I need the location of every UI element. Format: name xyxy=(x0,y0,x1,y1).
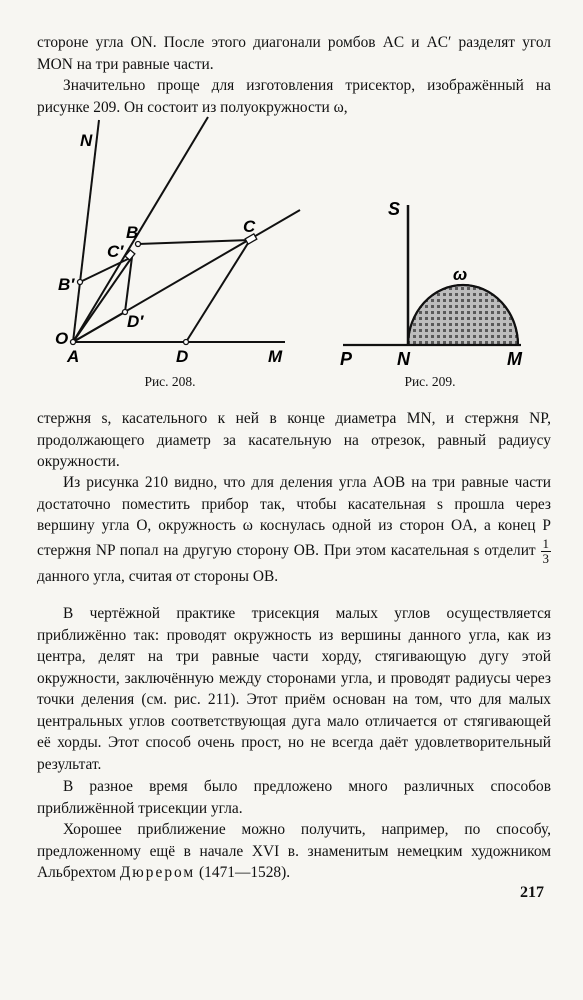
label-D-prime: D′ xyxy=(127,312,144,331)
paragraph-1: стороне угла ON. После этого диагонали ромбов AC и AC′ разделят угол MON на три равные части. xyxy=(37,34,551,73)
line-BC xyxy=(138,240,250,244)
paragraph-4-text: Из рисунка 210 видно, что для деления угла AOB на три равные части достаточно поместить прибор так, чтобы касательная s прошла через вершину угла O, окружность ω коснулась одной из сторон OA, а конец P стержня NP попал на другую сторону OB. При этом касательная s отделит xyxy=(37,474,551,559)
figure-209 xyxy=(335,185,545,375)
label-B: B xyxy=(126,223,139,242)
fraction-one-third xyxy=(541,537,552,566)
author-name-spaced: Дюрером xyxy=(119,864,196,881)
paragraph-7 xyxy=(37,819,551,884)
label-C-prime: C′ xyxy=(107,242,124,261)
line-OB xyxy=(73,117,208,342)
paragraph-5: В чертёжной практике трисекция малых углов осуществляется приближённо так: проводят окружность из вершины данного угла, как из центра, делят на три равные части хорду, стягивающую дугу этой окружности, заключённую между сторонами угла, и проводят радиусы через точки деления (см. рис. 211). Этот приём основан на том, что для малых центральных углов соответствующая дуга мало отличается от стягивающей её хорды. Этот способ очень прост, но не всегда даёт удовлетворительный результат. xyxy=(37,605,551,773)
paragraph-4-end: данного угла, считая от стороны OB. xyxy=(37,567,279,585)
label-M: M xyxy=(268,347,283,366)
paragraph-3: стержня s, касательного к ней в конце диаметра MN, и стержня NP, продолжающего диаметр за касательную на отрезок, равный радиусу окружности. xyxy=(37,410,551,470)
paragraph-7-text: Хорошее приближение можно получить, например, по способу, предложенному ещё в начале XVI в. знаменитым немецким художником Альбрехтом xyxy=(37,821,551,881)
label-N: N xyxy=(80,131,93,150)
caption-fig-208: Рис. 208. xyxy=(144,374,196,389)
label-P: P xyxy=(340,349,353,369)
label-A: A xyxy=(67,347,80,366)
label-O: O xyxy=(55,329,69,348)
paragraph-4 xyxy=(37,472,551,587)
label-omega: ω xyxy=(453,265,468,284)
label-B-prime: B′ xyxy=(58,275,75,294)
label-C: C xyxy=(243,217,256,236)
label-D: D xyxy=(176,347,189,366)
label-N: N xyxy=(397,349,410,369)
label-M: M xyxy=(507,349,522,369)
figure-208 xyxy=(50,112,305,370)
caption-fig-209: Рис. 209. xyxy=(404,374,456,389)
paragraph-6: В разное время было предложено много различных способов приближённой трисекции угла. xyxy=(37,778,551,817)
semicircle-omega xyxy=(408,285,518,345)
fraction-numerator: 1 xyxy=(542,535,549,551)
line-CD xyxy=(186,240,250,342)
line-AD1 xyxy=(73,312,125,342)
page-number: 217 xyxy=(520,884,544,901)
paragraph-2: Значительно проще для изготовления трисектор, изображённый на рисунке 209. Он состоит из полуокружности ω, xyxy=(37,77,551,116)
label-S: S xyxy=(388,199,401,219)
fraction-denominator: 3 xyxy=(542,550,549,566)
paragraph-7-end: (1471—1528). xyxy=(199,864,291,881)
